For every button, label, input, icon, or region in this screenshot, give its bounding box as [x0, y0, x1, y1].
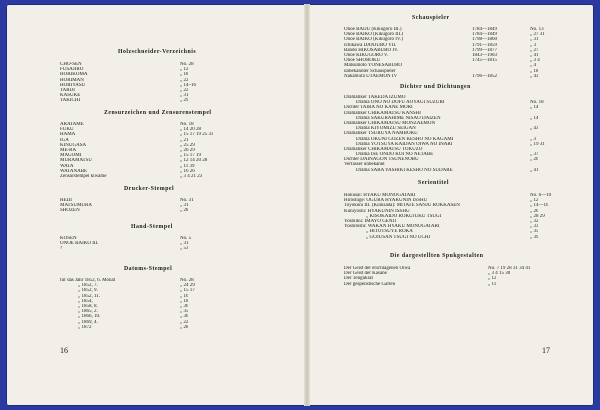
list-item: „ 1858, 8. „ 36	[78, 303, 189, 309]
section-title-datum: Datums-Stempel	[124, 266, 173, 272]
section-title-spukgestalten: Die dargestellten Spukgestalten	[390, 253, 484, 259]
list-item: Verfasser unbekannt	[344, 162, 385, 168]
list-item: „ 1865, 2. „ 35	[78, 309, 189, 315]
list-item: HORIYASU „ 14–16	[60, 82, 196, 88]
list-item: WATA „ 11 39	[60, 163, 195, 169]
list-item: unbekannter Schauspieler „ 18	[344, 68, 539, 74]
list-item: Dramatiker CHIKAMATSU TOKUZO	[344, 146, 423, 152]
list-item: ME-RA „ 26 29	[60, 147, 195, 153]
list-item: „ 1854, „ 18	[78, 298, 189, 304]
list-item: „ 1869, 4. „ 22	[78, 319, 189, 325]
section-title-serientitel: Serientitel	[418, 180, 449, 186]
list-item: Toyokuni III. (Kunisada): MITATE SANJU ROKKASEN „ 14—16	[344, 203, 549, 209]
book-spread	[6, 4, 594, 406]
drucker-list	[60, 198, 194, 214]
list-item: Dramatiker CHIKAMATSU MONZAEMON	[344, 120, 436, 126]
section-title-schauspieler: Schauspieler	[412, 15, 450, 21]
list-item: Hokusai: HYAKU MONOGATARI No. 6—10	[344, 193, 552, 198]
section-title-hand: Hand-Stempel	[131, 224, 173, 230]
list-item: Drama SAKURAHIME NISAO DAIZEN „ 14	[356, 115, 539, 121]
list-item: „ 1852, 11. „ 16	[78, 293, 189, 299]
list-item: Drama YOTSUYA KAIDAN OIWA NO INARI „ 19 31	[356, 141, 545, 147]
left-page	[6, 4, 304, 406]
list-item: MAGOMI „ 15 17 19	[60, 153, 201, 159]
serientitel-list	[344, 193, 551, 240]
list-item: FUSAJIRO „ 12	[60, 67, 189, 73]
list-item: Nakamura UTAEMON IV 1796—1852 „ 43	[344, 73, 539, 79]
list-item: Yoshitoshi: WAKAN HYAKU MONOGATARI „ 33	[344, 224, 539, 230]
list-item: „ 1866, 10. „ 36	[78, 314, 189, 320]
list-item: Dramatiker TAKEDA IZUMO	[344, 95, 406, 100]
list-item: „ HITOTSUYE ROKA „ 35	[366, 229, 539, 235]
zensur-list	[60, 122, 213, 179]
page-number-right: 17	[542, 346, 550, 355]
section-title-holzschneider: Holzschneider-Verzeichnis	[118, 49, 197, 55]
list-item: Onoe BAIJU (Kikugoro III.) 1784—1849 No. 13	[344, 27, 544, 32]
list-item: Hiroshige: OGURA HYAKUNIN ISSHU „ 12	[344, 198, 539, 204]
right-page	[310, 4, 594, 406]
list-item: HORIMAN „ 22	[60, 77, 189, 83]
list-item: Der Geist der Kasane „ 3 4 15 30	[344, 271, 511, 277]
list-item: Bando HIKOSABURO IV. 1799—1877 „ 27	[344, 47, 539, 53]
list-item: KINUGASA „ 25 29	[60, 142, 195, 148]
schauspieler-list	[344, 27, 545, 79]
list-item: Onoe KIKUGORO V. 1843—1903 „ 41	[344, 52, 539, 58]
list-item: SHOZEN „ 28	[60, 208, 189, 214]
list-item: TAKICHI „ 29	[60, 98, 189, 104]
holzschneider-list	[60, 62, 196, 104]
list-item: Der gespenstische Garten „ 11	[344, 281, 497, 287]
list-item: Drama SARA YASHIKI KESHO NO SUDARE „ 41	[356, 167, 539, 173]
list-item: CHO-SEN No. 28	[60, 62, 194, 67]
list-item: „ 1852, 7. „ 24 29	[78, 283, 195, 289]
list-item: HAMA „ 15 17 19 25 33	[60, 132, 214, 138]
list-item: Zensurstempel kiwame „ 3 4 21 23	[60, 173, 203, 179]
list-item: KOSEN No. 5	[60, 236, 192, 241]
list-item: ARATAME No. 18	[60, 122, 194, 127]
list-item: IGA „ 21	[60, 137, 189, 143]
list-item: Yoshiiku: IMAYO GENJI „ 32	[344, 218, 539, 224]
list-item: HEIJI No. 31	[60, 198, 194, 203]
list-item: Onoe SHOROKU 1745—1815 „ 3 4	[344, 58, 540, 64]
list-item: „ 1852, 9. „ 15 17	[78, 288, 195, 294]
list-item: TARIJI „ 22	[60, 87, 189, 93]
list-item: Onoe BAIKO (Kikugoro III.) 1784—1849 „ 27 31	[344, 32, 545, 38]
list-item: Onoe BAIKO (Kikugoro IV.) 1798—1860 „ 31	[344, 37, 539, 43]
list-item: Drama OKUNI GOZEN KESHO NO KAGAMI „ 3	[356, 136, 536, 142]
list-item: WATANABE „ 16 26	[60, 168, 195, 174]
list-item: für das Jahr 1852, 6. Monat No. 28	[60, 278, 194, 283]
list-item: Der Tengukrat „ 12	[344, 276, 497, 282]
list-item: Drama KIYOMIZU SEIGAN „ 43	[356, 126, 539, 132]
list-item: „ GOJUSAN TSUGI NO UCHI „ 39	[366, 234, 539, 240]
list-item: KASUKE „ 31	[60, 93, 189, 99]
list-item: Ichikawa DANJURO VII. 1791—1859 „ 3	[344, 42, 536, 48]
section-title-dichter: Dichter und Dichtungen	[400, 84, 471, 90]
list-item: Drama ONO NO DOFU AOYAGI SUZURI No. 18	[356, 100, 544, 106]
page-number-left: 16	[60, 346, 68, 355]
list-item: Dichter TAIRA NO KANE MORI „ 14	[344, 105, 539, 111]
list-item: HORIKOMA „ 18	[60, 72, 189, 78]
list-item: Drama ISE ONDO KOI NO NETABE „ 37	[356, 152, 539, 158]
list-item: ? „ 53	[60, 246, 189, 252]
datum-list	[60, 278, 195, 330]
list-item: FUKU „ 14 20 28	[60, 127, 201, 133]
list-item: Dramatiker TSURUYA NAMBOKU	[344, 131, 418, 137]
section-title-zensur: Zensurzeichen und Zensurenstempel	[104, 110, 212, 116]
list-item: Dramatiker CHIKAMATSU KANSHI	[344, 110, 421, 116]
section-title-drucker: Drucker-Stempel	[124, 186, 175, 192]
dichter-list	[344, 95, 545, 173]
list-item: MATSUMURA „ 31	[60, 203, 189, 209]
list-item: Der Geist der erschlagenen Oiwa No. 7 19 28 31 34 41	[344, 266, 531, 271]
list-item: „ KISOKAIDO ROKUJUKU TSUGI „ 28 29	[366, 213, 545, 219]
list-item: Dichter DAINAGON TSUNENOBU „ 26	[344, 157, 539, 163]
list-item: Matsumoto YONESABURO „ 4	[344, 63, 536, 69]
list-item: Kuniyoshi: HYAKUNIN ISSHU „ 26	[344, 208, 539, 214]
spukgestalten-list	[344, 266, 530, 287]
list-item: „ 1872 „ 28	[78, 324, 189, 330]
list-item: ONOE BAIKO III. „ 31	[60, 241, 189, 247]
hand-list	[60, 236, 191, 252]
list-item: MURAMATSU „ 12 14 20 28	[60, 158, 208, 164]
